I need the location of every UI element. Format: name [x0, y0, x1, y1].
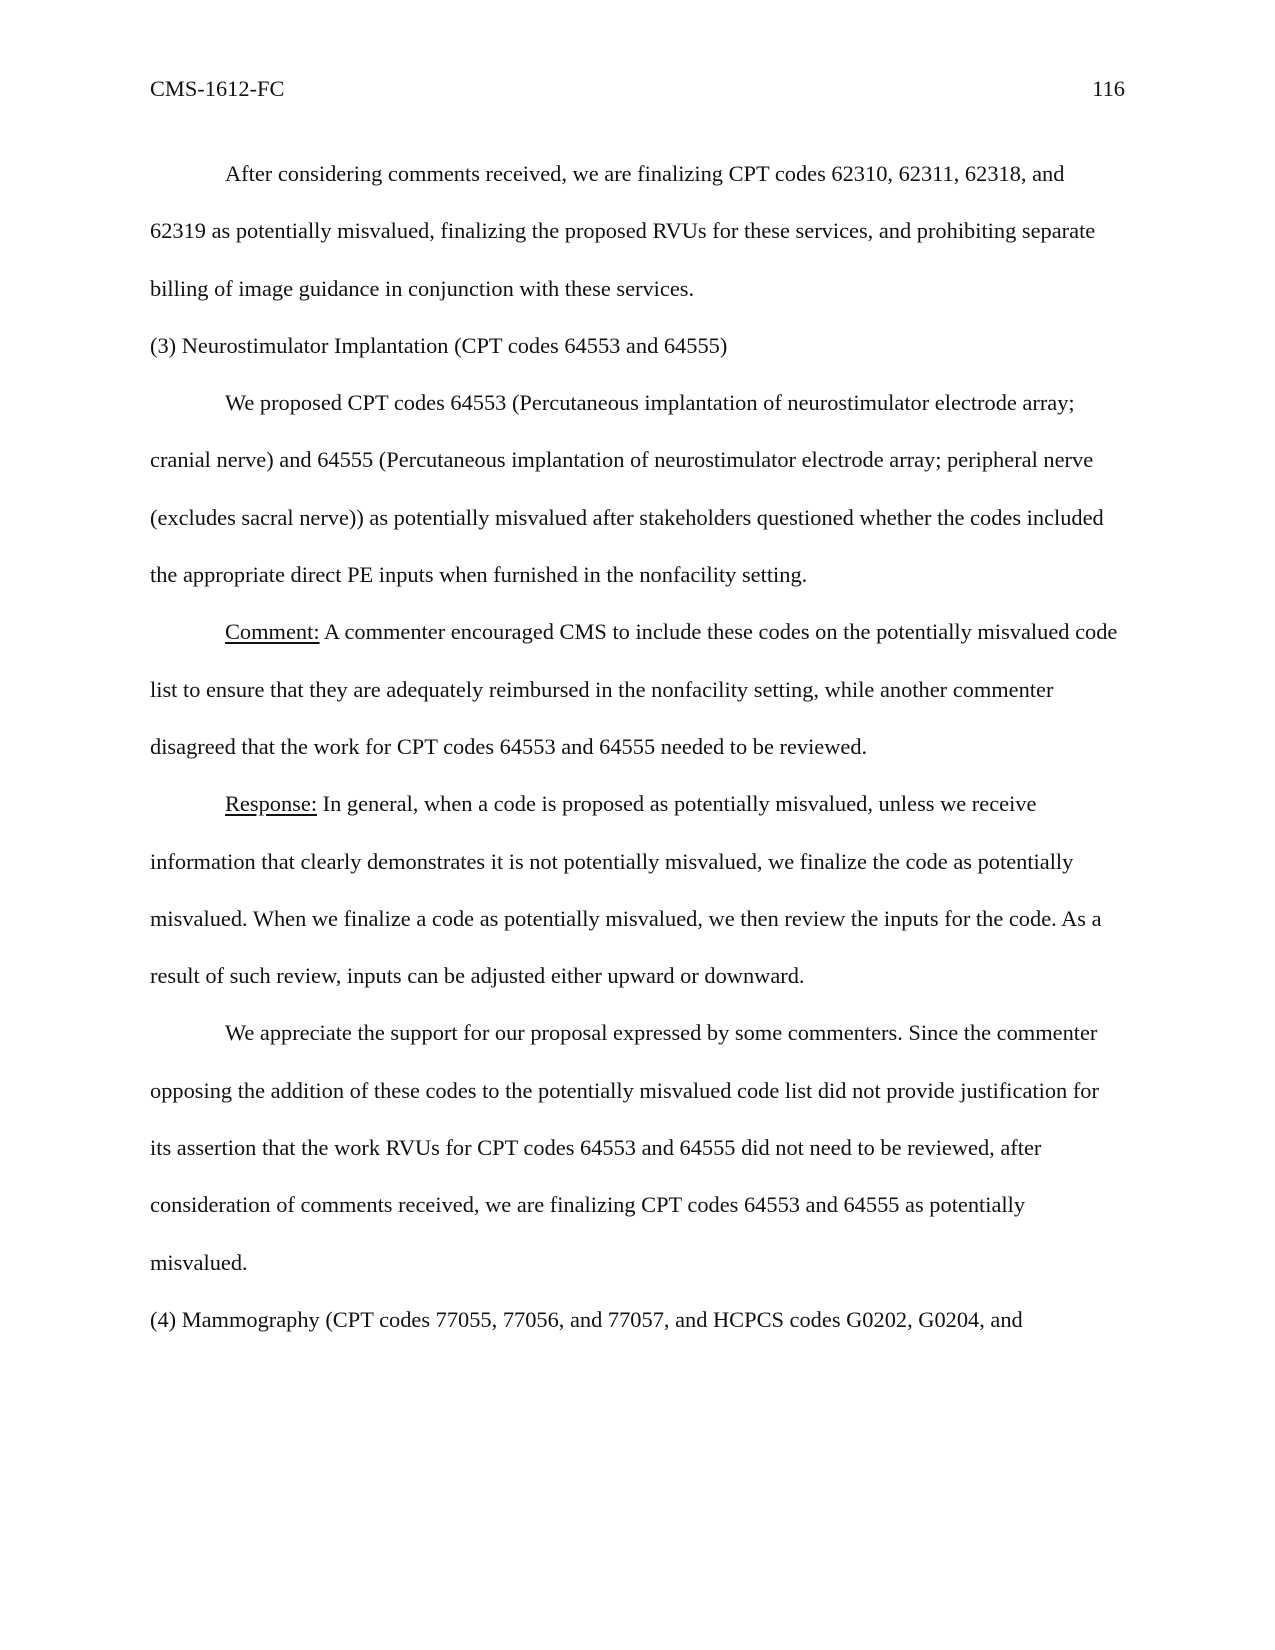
response-label: Response: [225, 791, 318, 817]
page-header [150, 74, 1125, 104]
paragraph-proposed-64553: We proposed CPT codes 64553 (Percutaneous implantation of neurostimulator electrode array; cranial nerve) and 64555 (Percutaneous implantation of neurostimulator electrode array; peripheral nerve (excludes sacral nerve)) as potentially misvalued after stakeholders questioned whether the codes included the appropriate direct PE inputs when furnished in the nonfacility setting. [150, 390, 1104, 588]
paragraph-appreciate-support: We appreciate the support for our proposal expressed by some commenters. Since the commenter opposing the addition of these codes to the potentially misvalued code list did not provide justification for its assertion that the work RVUs for CPT codes 64553 and 64555 did not need to be reviewed, after consideration of comments received, we are finalizing CPT codes 64553 and 64555 as potentially misvalued. [150, 1020, 1099, 1275]
section-heading-mammography: (4) Mammography (CPT codes 77055, 77056, and 77057, and HCPCS codes G0202, G0204, and [150, 1306, 1023, 1332]
section-heading-neurostimulator: (3) Neurostimulator Implantation (CPT codes 64553 and 64555) [150, 332, 728, 358]
document-id: CMS-1612-FC [150, 76, 285, 101]
comment-label: Comment: [225, 619, 320, 645]
page-number: 116 [1092, 76, 1125, 101]
response-text: In general, when a code is proposed as potentially misvalued, unless we receive information that clearly demonstrates it is not potentially misvalued, we finalize the code as potentially misvalued. When we finalize a code as potentially misvalued, we then review the inputs for the code. As a result of such review, inputs can be adjusted either upward or downward. [150, 791, 1102, 989]
paragraph-finalizing-62310: After considering comments received, we are finalizing CPT codes 62310, 62311, 62318, and 62319 as potentially misvalued, finalizing the proposed RVUs for these services, and prohibiting separate billing of image guidance in conjunction with these services. [150, 161, 1096, 301]
comment-paragraph [150, 603, 1125, 775]
response-paragraph [150, 775, 1125, 1004]
body-text [150, 145, 1125, 1348]
comment-text: A commenter encouraged CMS to include these codes on the potentially misvalued code list to ensure that they are adequately reimbursed in the nonfacility setting, while another commenter disagreed that the work for CPT codes 64553 and 64555 needed to be reviewed. [150, 619, 1118, 759]
